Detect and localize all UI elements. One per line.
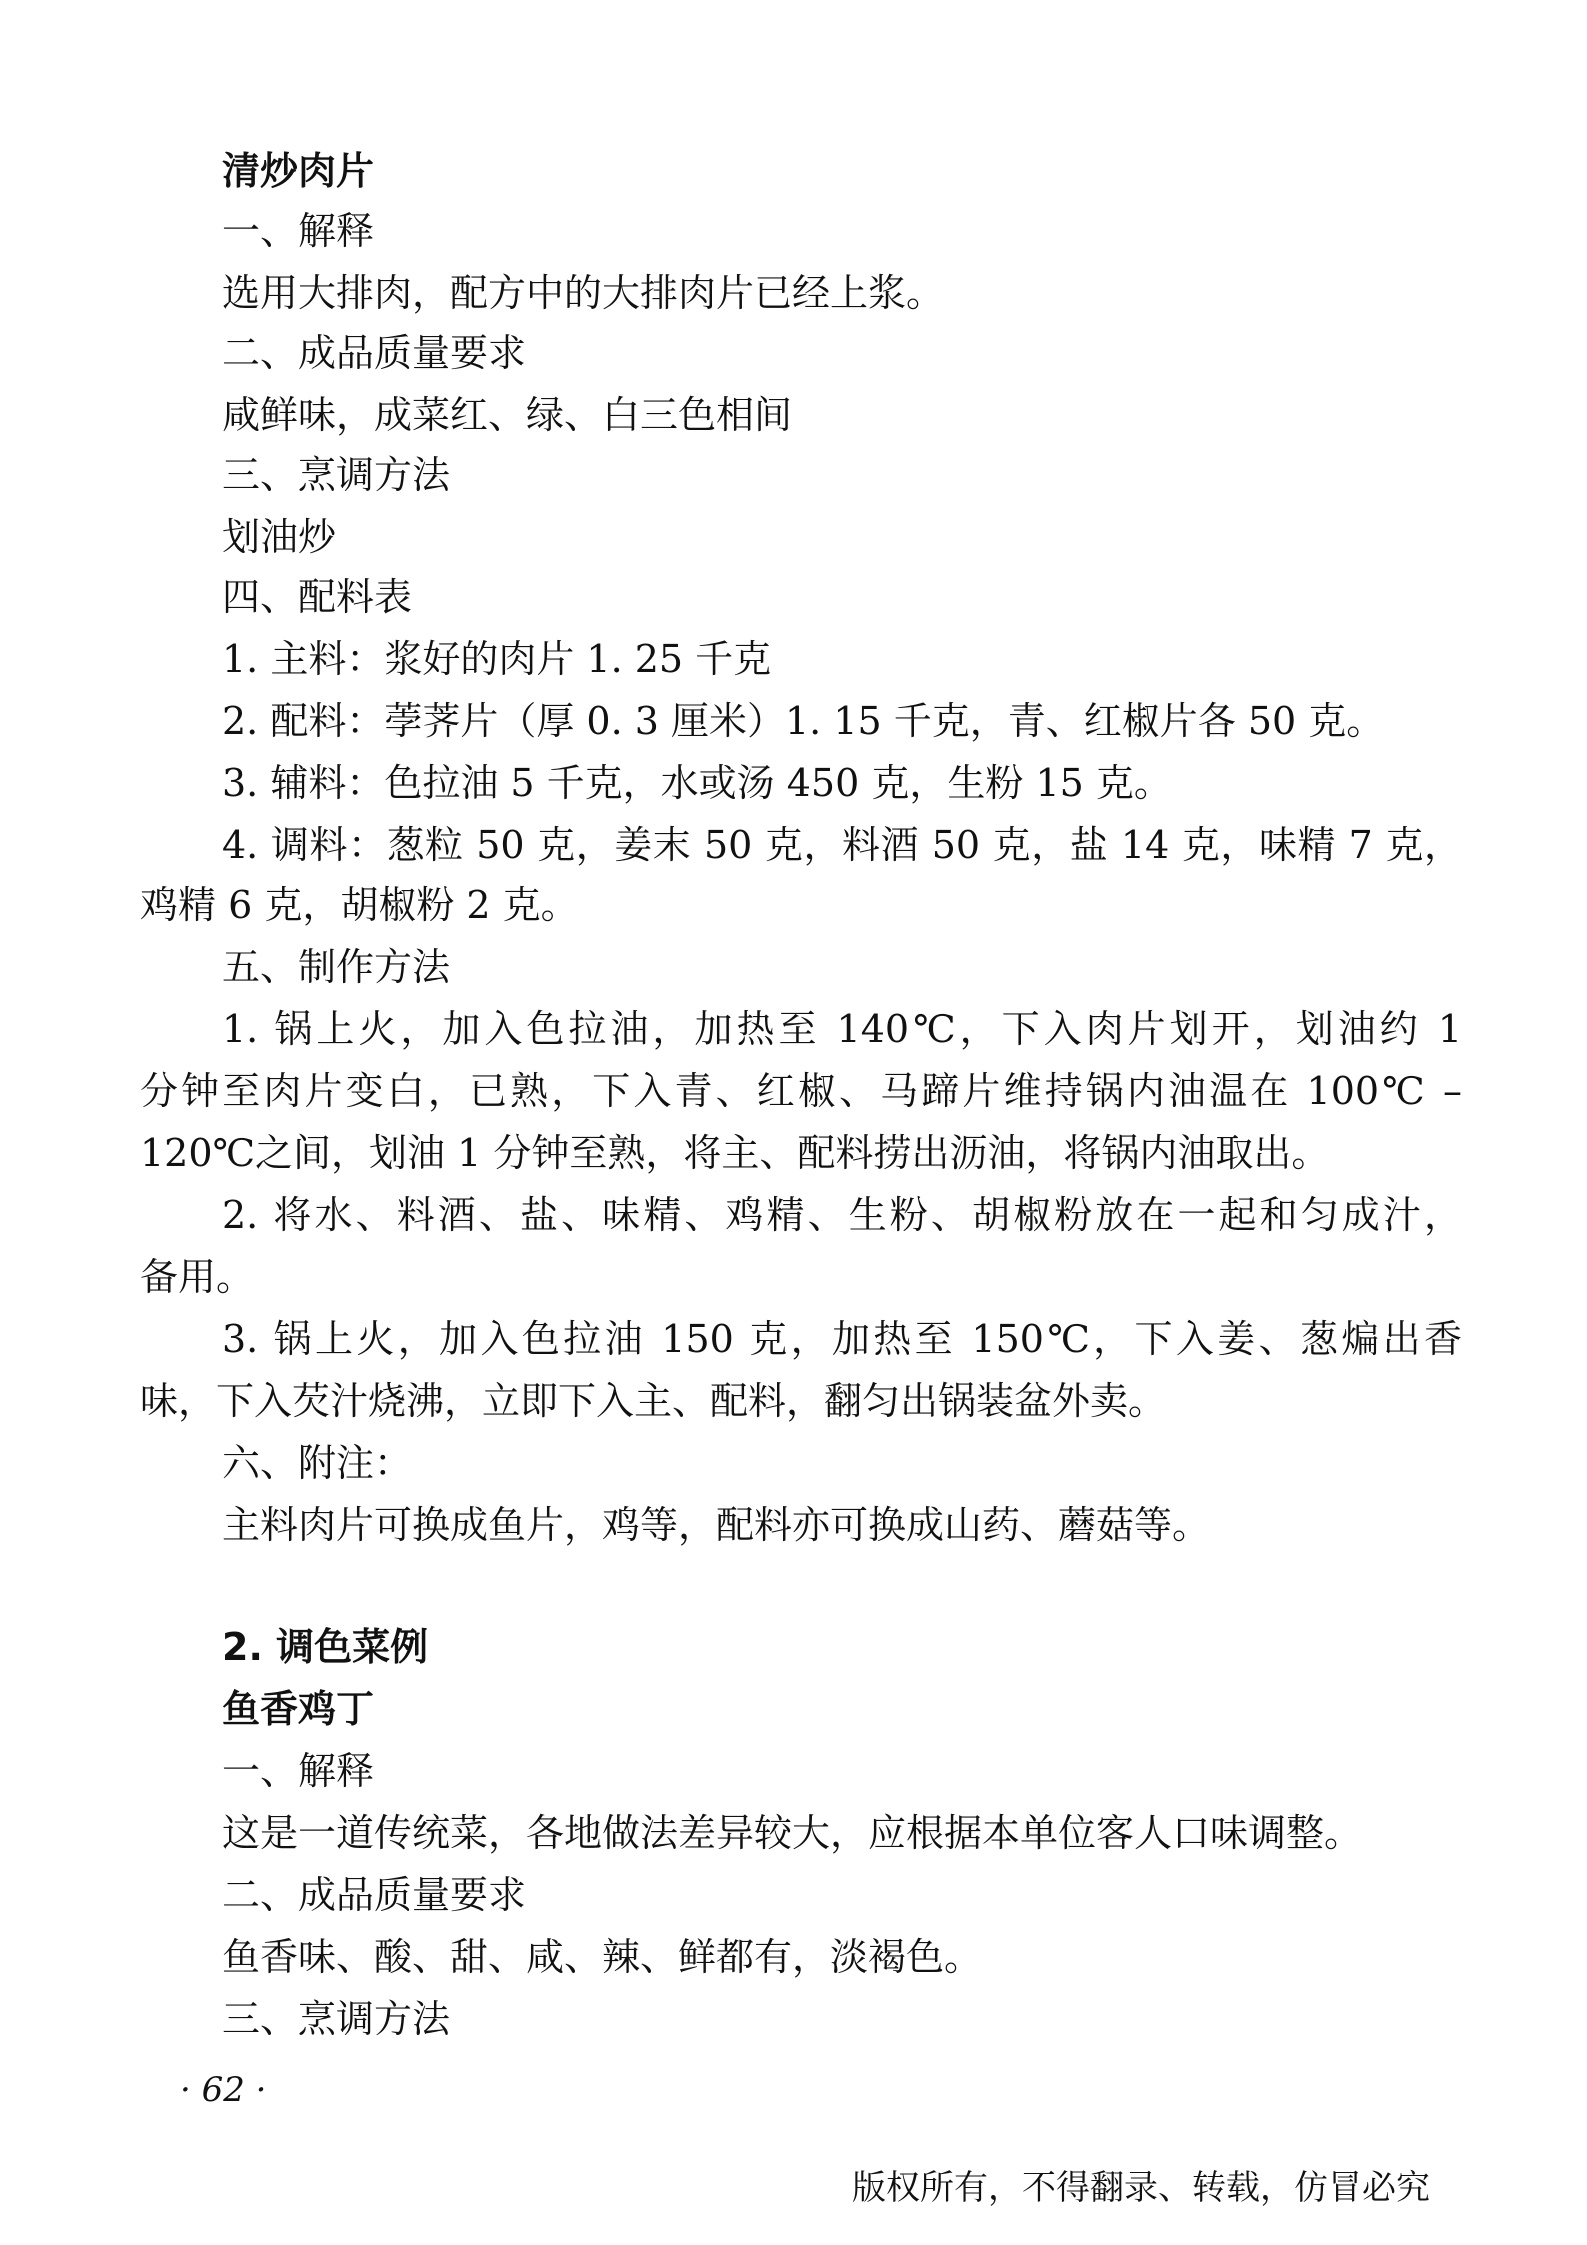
method-line: 味，下入芡汁烧沸，立即下入主、配料，翻匀出锅装盆外卖。	[140, 1379, 1167, 1423]
section-heading: 六、附注：	[222, 1441, 413, 1485]
recipe-title: 清炒肉片	[222, 149, 375, 193]
section-heading: 二、成品质量要求	[222, 1873, 527, 1917]
section-heading: 一、解释	[222, 209, 375, 253]
ingredient-line: 4. 调料：葱粒 50 克，姜末 50 克，料酒 50 克，盐 14 克，味精 7 克，	[222, 823, 1462, 867]
method-line: 3. 锅上火，加入色拉油 150 克，加热至 150℃，下入姜、葱煸出香	[222, 1317, 1462, 1361]
section-heading: 五、制作方法	[222, 945, 451, 989]
section-heading: 一、解释	[222, 1749, 375, 1793]
ingredient-line: 鸡精 6 克，胡椒粉 2 克。	[140, 883, 579, 927]
paragraph: 主料肉片可换成鱼片，鸡等，配料亦可换成山药、蘑菇等。	[222, 1503, 1211, 1547]
section-heading: 三、烹调方法	[222, 453, 451, 497]
section-heading: 三、烹调方法	[222, 1997, 451, 2041]
paragraph: 这是一道传统菜，各地做法差异较大，应根据本单位客人口味调整。	[222, 1811, 1363, 1855]
copyright-notice: 版权所有，不得翻录、转载，仿冒必究	[852, 2168, 1430, 2208]
method-line: 2. 将水、料酒、盐、味精、鸡精、生粉、胡椒粉放在一起和匀成汁，	[222, 1193, 1462, 1237]
method-line: 120℃之间，划油 1 分钟至熟，将主、配料捞出沥油，将锅内油取出。	[140, 1131, 1330, 1175]
method-line: 备用。	[140, 1255, 255, 1299]
paragraph: 划油炒	[222, 515, 337, 559]
paragraph: 咸鲜味，成菜红、绿、白三色相间	[222, 393, 793, 437]
section-heading: 四、配料表	[222, 575, 413, 619]
category-heading: 2. 调色菜例	[222, 1625, 429, 1669]
paragraph: 选用大排肉，配方中的大排肉片已经上浆。	[222, 271, 945, 315]
method-line: 1. 锅上火，加入色拉油，加热至 140℃，下入肉片划开，划油约 1	[222, 1007, 1462, 1051]
ingredient-line: 1. 主料：浆好的肉片 1. 25 千克	[222, 637, 772, 681]
page-number: · 62 ·	[180, 2070, 267, 2110]
recipe-title: 鱼香鸡丁	[222, 1687, 375, 1731]
paragraph: 鱼香味、酸、甜、咸、辣、鲜都有，淡褐色。	[222, 1935, 983, 1979]
ingredient-line: 3. 辅料：色拉油 5 千克，水或汤 450 克，生粉 15 克。	[222, 761, 1172, 805]
ingredient-line: 2. 配料：荸荠片（厚 0. 3 厘米）1. 15 千克，青、红椒片各 50 克。	[222, 699, 1385, 743]
section-heading: 二、成品质量要求	[222, 331, 527, 375]
method-line: 分钟至肉片变白，已熟，下入青、红椒、马蹄片维持锅内油温在 100℃ –	[140, 1069, 1462, 1113]
